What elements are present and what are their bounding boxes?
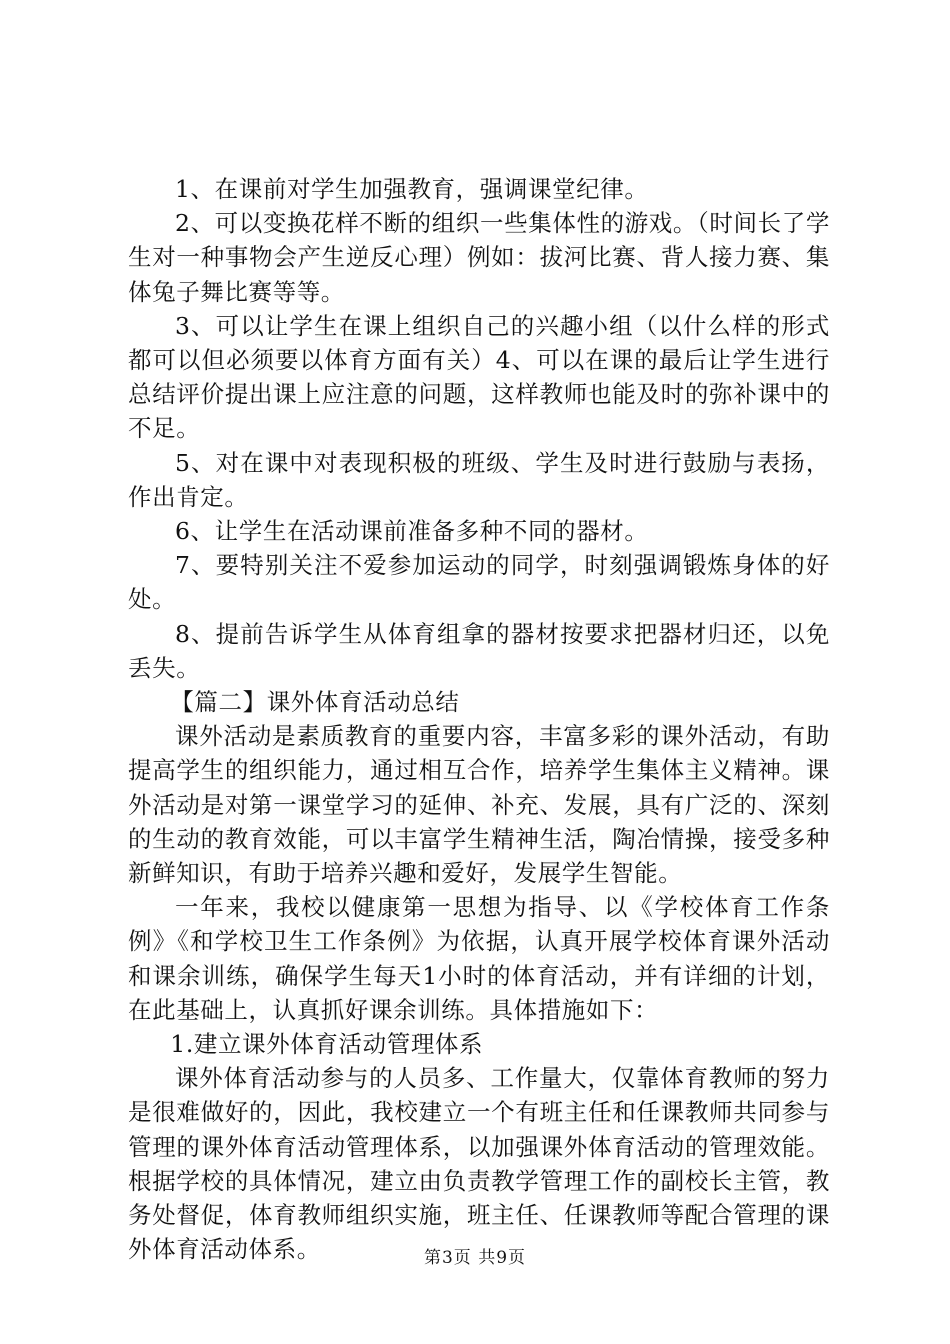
page-footer: 第3页 共9页	[423, 1248, 527, 1268]
paragraph-item-2: 2、可以变换花样不断的组织一些集体性的游戏。（时间长了学生对一种事物会产生逆反心理）例如：拔河比赛、背人接力赛、集体兔子舞比赛等等。	[128, 209, 830, 306]
section-paragraph-1: 课外活动是素质教育的重要内容，丰富多彩的课外活动，有助提高学生的组织能力，通过相互合作，培养学生集体主义精神。课外活动是对第一课堂学习的延伸、补充、发展，具有广泛的、深刻的生动的教育效能，可以丰富学生精神生活，陶冶情操，接受多种新鲜知识，有助于培养兴趣和爱好，发展学生智能。	[128, 722, 830, 888]
section-heading: 【篇二】课外体育活动总结	[170, 688, 460, 717]
paragraph-item-7: 7、要特别关注不爱参加运动的同学，时刻强调锻炼身体的好处。	[128, 551, 830, 614]
paragraph-item-6: 6、让学生在活动课前准备多种不同的器材。	[175, 517, 649, 546]
paragraph-item-8: 8、提前告诉学生从体育组拿的器材按要求把器材归还，以免丢失。	[128, 619, 830, 682]
paragraph-item-1: 1、在课前对学生加强教育，强调课堂纪律。	[175, 175, 649, 203]
paragraph-item-3: 3、可以让学生在课上组织自己的兴趣小组（以什么样的形式都可以但必须要以体育方面有关）4、可以在课的最后让学生进行总结评价提出课上应注意的问题，这样教师也能及时的弥补课中的不足。	[128, 311, 830, 443]
document-body	[128, 172, 830, 1267]
section-paragraph-2: 一年来，我校以健康第一思想为指导、以《学校体育工作条例》《和学校卫生工作条例》为依据，认真开展学校体育课外活动和课余训练，确保学生每天1小时的体育活动，并有详细的计划，在此基础上，认真抓好课余训练。具体措施如下：	[128, 893, 830, 1024]
paragraph-item-5: 5、对在课中对表现积极的班级、学生及时进行鼓励与表扬，作出肯定。	[128, 448, 830, 511]
sub-paragraph-1: 课外体育活动参与的人员多、工作量大，仅靠体育教师的努力是很难做好的，因此，我校建立一个有班主任和任课教师共同参与管理的课外体育活动管理体系，以加强课外体育活动的管理效能。根据学校的具体情况，建立由负责教学管理工作的副校长主管，教务处督促，体育教师组织实施，班主任、任课教师等配合管理的课外体育活动体系。	[128, 1064, 830, 1264]
subheading: 1.建立课外体育活动管理体系	[170, 1030, 484, 1059]
